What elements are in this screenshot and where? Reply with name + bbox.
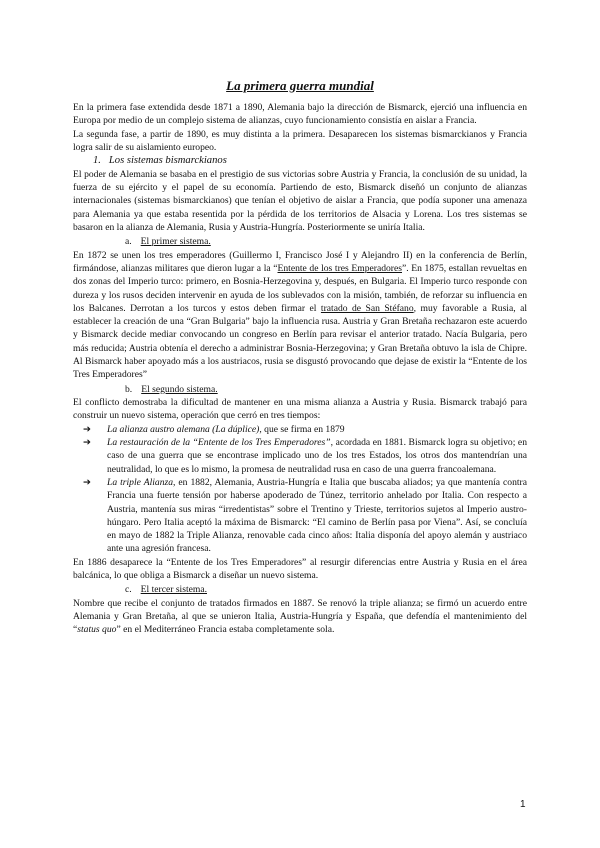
subsection-c-paragraph [73,597,527,637]
list-item-text: , en 1882, Alemania, Austria-Hungría e Italia que buscaba aliados; ya que mantenía contra Francia una fuerte tensión por haberse apoderado de Túnez, territorio anhelado por Italia. Con respecto a Austria, mantenía sus miras “irredentistas” sobre el Trentino y Trieste, territorios sujetos al Imperio austro-húngaro. Pero Italia aceptó la máxima de Bismarck: “El camino de Berlín pasa por Viena”. Así, se concluía en mayo de 1882 la Triple Alianza, renovable cada cinco años: Italia disponía del apoyo alemán y austriaco ante una agresión francesa. [107,476,527,555]
list-item-lead: La triple Alianza [107,476,174,488]
subsection-a-label: El primer sistema. [140,236,211,248]
arrow-icon: ➔ [83,437,92,449]
san-stefano-link: tratado de San Stéfano [320,302,414,314]
text-run: Nombre que recibe el conjunto de tratados firmados en 1887. Se renovó la triple alianza; se firmó un acuerdo entre Alemania y Gran Bretaña, al que se unieron Italia, Austria-Hungría y España, que defendía el mantenimiento del “ [73,597,527,636]
subsection-b-heading [125,383,527,397]
entente-link: Entente de los tres Emperadores [277,262,402,274]
subsection-b-label: El segundo sistema. [141,383,218,395]
intro-paragraph-2: La segunda fase, a partir de 1890, es muy distinta a la primera. Desaparecen los sistemas bismarckianos y Francia logra salir de su aislamiento europeo. [73,128,527,153]
text-run: , muy favorable a Rusia, al establecer la creación de una “Gran Bulgaria” bajo la influencia rusa. Austria y Gran Bretaña rechazaron este acuerdo y Bismarck decide mediar convocando un congreso en Berlín para revisar el anterior tratado. Nacía Bulgaria, pero más reducida; Austria obtenía el derecho a administrar Bosnia-Herzegovina; y Gran Bretaña obtuvo la isla de Chipre. Al Bismarck haber apoyado más a los austriacos, rusia se disgustó provocando que dejase de existir la “Entente de los Tres Emperadores” [73,302,527,381]
page-number: 1 [520,799,526,810]
section-1-paragraph: El poder de Alemania se basaba en el prestigio de sus victorias sobre Austria y Francia, la conclusión de su unidad, la fuerza de su ejército y el papel de su economía. Partiendo de esto, Bismarck diseñó un conjunto de alianzas internacionales (sistemas bismarckianos) que tenían el objetivo de aislar a Francia, que podía suponer una amenaza para Alemania ya que estaba resentida por la pérdida de los territorios de Alsacia y Lorena. Los tres sistemas se basaron en la alianza de Alemania, Rusia y Austria-Hungría. Posteriormente se uniría Italia. [73,168,527,233]
list-item-text: , acordada en 1881. Bismarck logra su objetivo; en caso de una guerra que se encontrase implicado uno de los tres Estados, los otros dos mantendrían una neutralidad, lo que es lo mismo, la promesa de neutralidad rusa en caso de una guerra francoalemana. [107,437,527,475]
subsection-a-letter: a. [125,236,132,248]
document-body [73,78,527,637]
arrow-list [73,423,527,556]
subsection-c-label: El tercer sistema. [140,584,207,596]
subsection-b-letter: b. [125,383,133,395]
subsection-b-intro: El conflicto demostraba la dificultad de mantener en una misma alianza a Austria y Rusia. Bismarck trabajó para construir un nuevo sistema, operación que cerró en tres tiempos: [73,397,527,422]
text-run: ”. En 1875, estallan revueltas en dos zonas del Imperio turco: primero, en Bosnia-Herzegovina y, después, en Bulgaria. El Imperio turco responde con dureza y los rusos deciden intervenir en ayuda de los sublevados con la misión, también, de reforzar su influencia en los Balcanes. Derrotan a los turcos y estos deben firmar el [73,262,527,314]
status-quo-term: status quo [77,624,117,636]
text-run: En 1872 se unen los tres emperadores (Guillermo I, Francisco José I y Alejandro II) en la conferencia de Berlín, firmándose, alianzas militares que dieron lugar a la “ [73,249,527,274]
subsection-a-heading [125,235,527,249]
list-item-text: , que se firma en 1879 [259,423,345,435]
list-item [73,436,527,476]
intro-paragraph-1: En la primera fase extendida desde 1871 a 1890, Alemania bajo la dirección de Bismarck, ejerció una influencia en Europa por medio de un complejo sistema de alianzas, cuyo funcionamiento consistía en aislar a Francia. [73,102,527,127]
section-1-title: Los sistemas bismarckianos [108,155,227,167]
section-1-number: 1. [93,155,101,167]
section-1-heading [93,154,527,168]
list-item [73,423,527,436]
subsection-c-letter: c. [125,584,132,596]
list-item-lead: La restauración de la “Entente de los Tres Emperadores” [107,437,331,449]
list-item [73,476,527,556]
subsection-a-paragraph [73,249,527,382]
list-item-lead: La alianza austro alemana (La dúplice) [107,423,260,435]
subsection-c-heading [125,583,527,597]
page-title: La primera guerra mundial [226,78,374,93]
arrow-icon: ➔ [83,476,92,488]
arrow-icon: ➔ [83,423,92,435]
text-run: ” en el Mediterráneo Francia estaba completamente sola. [116,624,335,636]
subsection-b-outro: En 1886 desaparece la “Entente de los Tres Emperadores” al resurgir diferencias entre Austria y Rusia en el área balcánica, lo que obliga a Bismarck a diseñar un nuevo sistema. [73,556,527,581]
